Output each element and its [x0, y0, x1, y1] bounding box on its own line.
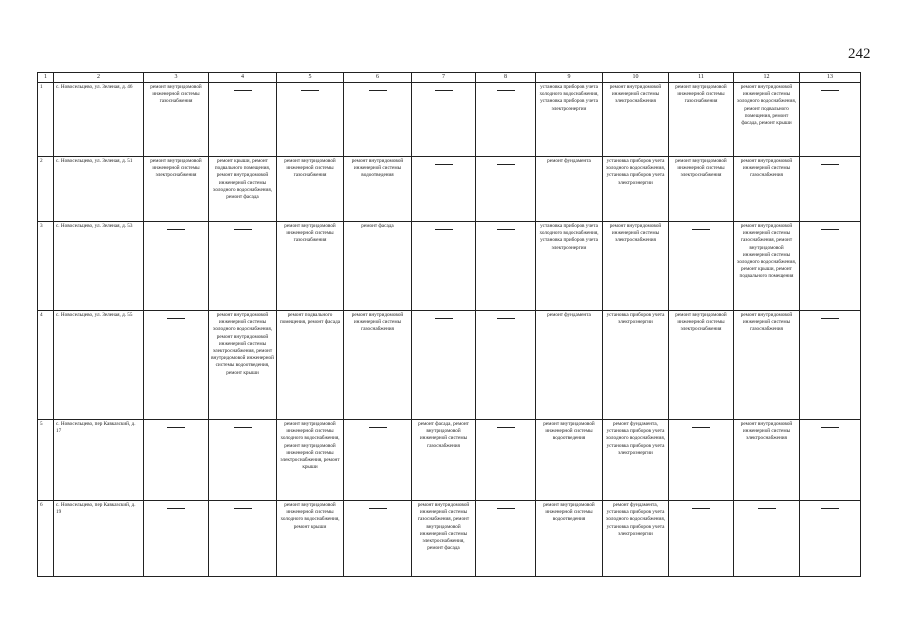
work-cell-c8 [476, 83, 536, 157]
row-number: 3 [38, 222, 54, 311]
empty-dash [497, 90, 515, 91]
work-cell-c9: ремонт фундамента [536, 311, 603, 420]
empty-dash [692, 427, 710, 428]
empty-dash [369, 90, 387, 91]
address-cell: с. Новосельцево, пер Кавказский, д. 17 [54, 420, 144, 501]
work-cell-c5: ремонт подвального помещения, ремонт фасада [277, 311, 344, 420]
work-cell-c8 [476, 222, 536, 311]
empty-dash [821, 427, 839, 428]
work-cell-c4 [209, 222, 277, 311]
empty-dash [821, 318, 839, 319]
work-cell-c9: ремонт фундамента [536, 157, 603, 222]
address-cell: с. Новосельцево, пер Кавказский, д. 19 [54, 501, 144, 577]
work-cell-c3: ремонт внутридомовой инженерной системы газоснабжения [144, 83, 209, 157]
table-row [38, 420, 861, 501]
work-cell-c7 [412, 157, 476, 222]
work-cell-c11: ремонт внутридомовой инженерной системы газоснабжения [669, 83, 734, 157]
empty-dash [369, 508, 387, 509]
work-cell-c6 [344, 83, 412, 157]
address-cell: с. Новосельцево, ул. Зеленая, д. 51 [54, 157, 144, 222]
empty-dash [435, 90, 453, 91]
work-cell-c11 [669, 420, 734, 501]
column-header-3: 3 [144, 73, 209, 83]
column-header-12: 12 [734, 73, 800, 83]
column-header-4: 4 [209, 73, 277, 83]
row-number: 1 [38, 83, 54, 157]
work-cell-c3 [144, 420, 209, 501]
work-cell-c7 [412, 83, 476, 157]
table-row [38, 311, 861, 420]
empty-dash [497, 508, 515, 509]
empty-dash [821, 90, 839, 91]
work-cell-c12: ремонт внутридомовой инженерной системы газоснабжения [734, 157, 800, 222]
work-cell-c7: ремонт внутридомовой инженерной системы газоснабжения, ремонт внутридомовой инженерной системы электроснабжения, ремонт фасада [412, 501, 476, 577]
work-cell-c10: установка приборов учета холодного водоснабжения, установка приборов учета электроэнергии [603, 157, 669, 222]
work-cell-c3: ремонт внутридомовой инженерной системы электроснабжения [144, 157, 209, 222]
work-cell-c4: ремонт крыши, ремонт подвального помещения, ремонт внутридомовой инженерной системы холодного водоснабжения, ремонт фасада [209, 157, 277, 222]
work-cell-c12 [734, 501, 800, 577]
empty-dash [167, 508, 185, 509]
column-header-13: 13 [800, 73, 861, 83]
work-cell-c8 [476, 420, 536, 501]
work-cell-c10: ремонт фундамента, установка приборов учета холодного водоснабжения, установка приборов учета электроэнергии [603, 420, 669, 501]
empty-dash [167, 318, 185, 319]
work-cell-c3 [144, 501, 209, 577]
column-header-11: 11 [669, 73, 734, 83]
address-cell: с. Новосельцево, ул. Зеленая, д. 53 [54, 222, 144, 311]
empty-dash [234, 90, 252, 91]
table-row [38, 83, 861, 157]
empty-dash [821, 164, 839, 165]
work-cell-c6 [344, 420, 412, 501]
empty-dash [692, 508, 710, 509]
empty-dash [435, 318, 453, 319]
work-cell-c3 [144, 222, 209, 311]
table-row [38, 222, 861, 311]
work-cell-c5: ремонт внутридомовой инженерной системы холодного водоснабжения, ремонт внутридомовой инженерной системы электроснабжения, ремонт крыши [277, 420, 344, 501]
empty-dash [497, 164, 515, 165]
empty-dash [821, 508, 839, 509]
column-header-1: 1 [38, 73, 54, 83]
empty-dash [758, 508, 776, 509]
work-cell-c12: ремонт внутридомовой инженерной системы холодного водоснабжения, ремонт подвального помещения, ремонт фасада, ремонт крыши [734, 83, 800, 157]
empty-dash [497, 427, 515, 428]
empty-dash [234, 508, 252, 509]
work-cell-c13 [800, 311, 861, 420]
work-cell-c11 [669, 222, 734, 311]
work-cell-c8 [476, 311, 536, 420]
work-cell-c13 [800, 83, 861, 157]
table-row [38, 157, 861, 222]
work-cell-c13 [800, 501, 861, 577]
work-cell-c3 [144, 311, 209, 420]
work-cell-c4 [209, 83, 277, 157]
column-header-5: 5 [277, 73, 344, 83]
work-cell-c7: ремонт фасада, ремонт внутридомовой инженерной системы газоснабжения [412, 420, 476, 501]
work-cell-c4 [209, 420, 277, 501]
work-cell-c6: ремонт фасада [344, 222, 412, 311]
column-header-9: 9 [536, 73, 603, 83]
column-header-2: 2 [54, 73, 144, 83]
work-cell-c5: ремонт внутридомовой инженерной системы холодного водоснабжения, ремонт крыши [277, 501, 344, 577]
row-number: 2 [38, 157, 54, 222]
empty-dash [234, 229, 252, 230]
work-cell-c9: ремонт внутридомовой инженерной системы водоотведения [536, 420, 603, 501]
work-cell-c7 [412, 222, 476, 311]
work-cell-c12: ремонт внутридомовой инженерной системы газоснабжения, ремонт внутридомовой инженерной системы холодного водоснабжения, ремонт крыши, ремонт подвального помещения [734, 222, 800, 311]
work-cell-c5: ремонт внутридомовой инженерной системы газоснабжения [277, 222, 344, 311]
work-cell-c4: ремонт внутридомовой инженерной системы холодного водоснабжения, ремонт внутридомовой инженерной системы электроснабжения, ремонт внутридомовой инженерной системы водоотведения, ремонт крыши [209, 311, 277, 420]
row-number: 6 [38, 501, 54, 577]
work-cell-c5 [277, 83, 344, 157]
work-cell-c9: ремонт внутридомовой инженерной системы водоотведения [536, 501, 603, 577]
work-cell-c11: ремонт внутридомовой инженерной системы электроснабжения [669, 157, 734, 222]
column-header-6: 6 [344, 73, 412, 83]
empty-dash [435, 229, 453, 230]
work-cell-c10: установка приборов учета электроэнергии [603, 311, 669, 420]
work-cell-c8 [476, 157, 536, 222]
repair-schedule-table [37, 72, 861, 577]
work-cell-c10: ремонт внутридомовой инженерной системы электроснабжения [603, 83, 669, 157]
row-number: 5 [38, 420, 54, 501]
work-cell-c6: ремонт внутридомовой инженерной системы газоснабжения [344, 311, 412, 420]
work-cell-c9: установка приборов учета холодного водоснабжения, установка приборов учета электроэнергии [536, 83, 603, 157]
work-cell-c5: ремонт внутридомовой инженерной системы газоснабжения [277, 157, 344, 222]
empty-dash [301, 90, 319, 91]
work-cell-c8 [476, 501, 536, 577]
work-cell-c11 [669, 501, 734, 577]
work-cell-c13 [800, 420, 861, 501]
work-cell-c11: ремонт внутридомовой инженерной системы электроснабжения [669, 311, 734, 420]
empty-dash [821, 229, 839, 230]
address-cell: с. Новосельцево, ул. Зеленая, д. 46 [54, 83, 144, 157]
work-cell-c10: ремонт фундамента, установка приборов учета холодного водоснабжения, установка приборов учета электроэнергии [603, 501, 669, 577]
empty-dash [435, 164, 453, 165]
work-cell-c9: установка приборов учета холодного водоснабжения, установка приборов учета электроэнергии [536, 222, 603, 311]
table-row [38, 501, 861, 577]
address-cell: с. Новосельцево, ул. Зеленая, д. 55 [54, 311, 144, 420]
work-cell-c12: ремонт внутридомовой инженерной системы газоснабжения [734, 311, 800, 420]
work-cell-c7 [412, 311, 476, 420]
work-cell-c13 [800, 157, 861, 222]
work-cell-c13 [800, 222, 861, 311]
empty-dash [167, 427, 185, 428]
empty-dash [369, 427, 387, 428]
column-number-row [38, 73, 861, 83]
work-cell-c6 [344, 501, 412, 577]
empty-dash [234, 427, 252, 428]
column-header-8: 8 [476, 73, 536, 83]
empty-dash [692, 229, 710, 230]
empty-dash [497, 229, 515, 230]
empty-dash [497, 318, 515, 319]
work-cell-c12: ремонт внутридомовой инженерной системы электроснабжения [734, 420, 800, 501]
work-cell-c4 [209, 501, 277, 577]
page-number: 242 [848, 46, 871, 62]
column-header-10: 10 [603, 73, 669, 83]
work-cell-c6: ремонт внутридомовой инженерной системы водоотведения [344, 157, 412, 222]
work-cell-c10: ремонт внутридомовой инженерной системы электроснабжения [603, 222, 669, 311]
row-number: 4 [38, 311, 54, 420]
column-header-7: 7 [412, 73, 476, 83]
empty-dash [167, 229, 185, 230]
